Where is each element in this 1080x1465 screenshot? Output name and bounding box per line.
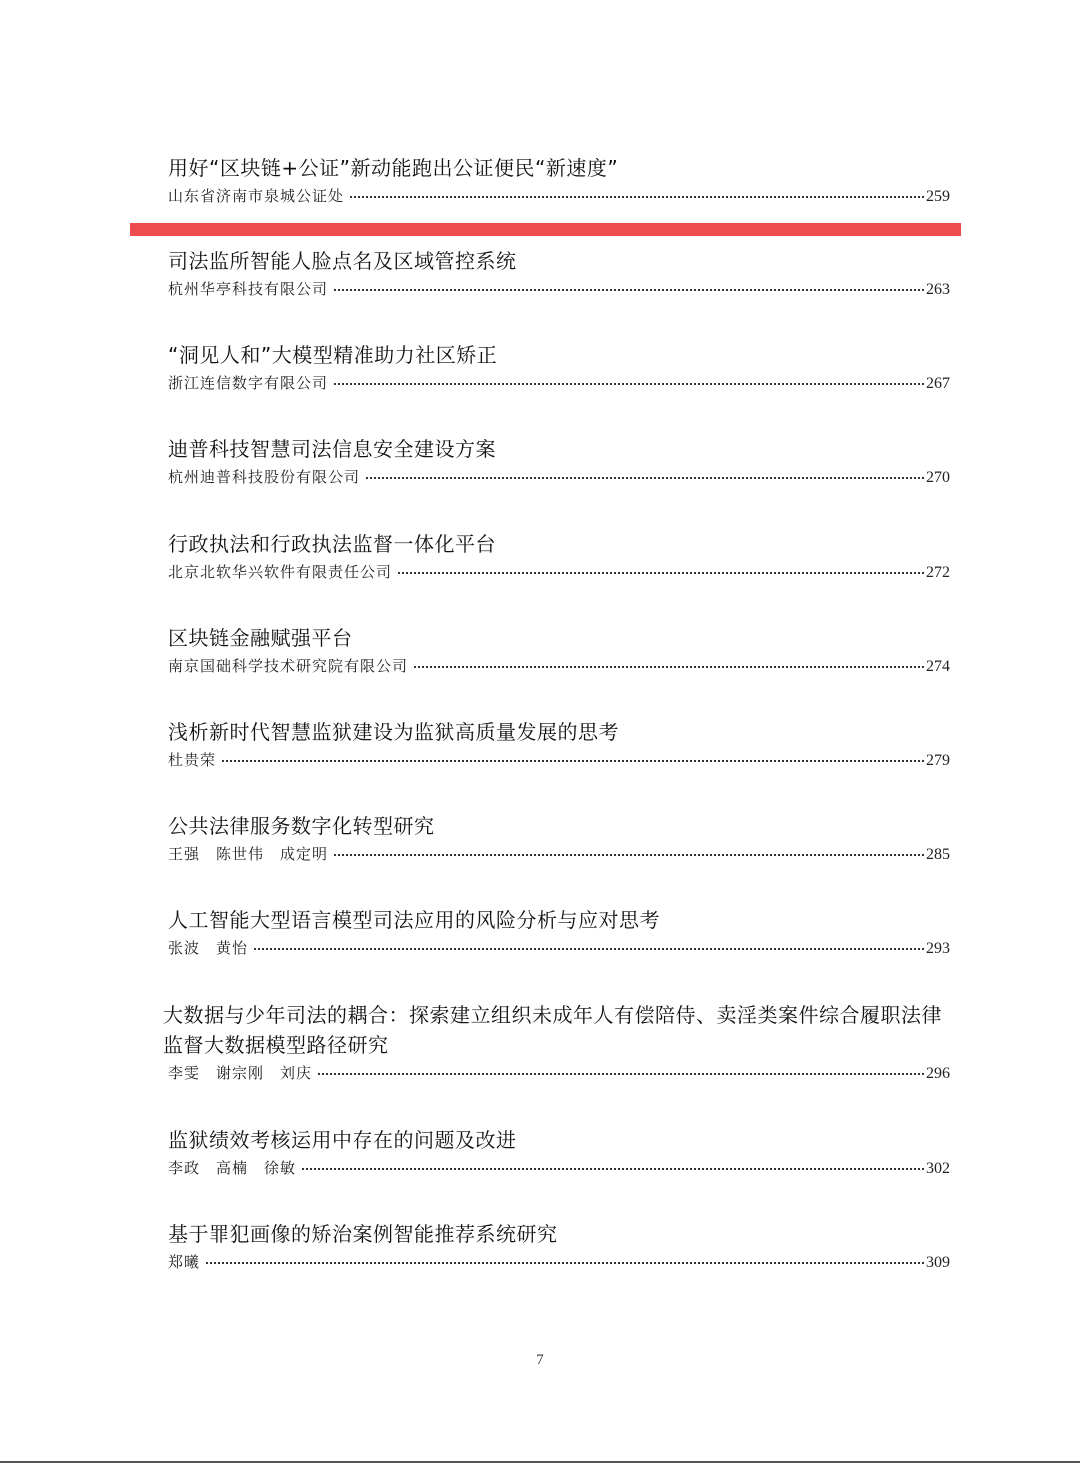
entry-title: 行政执法和行政执法监督一体化平台 bbox=[168, 532, 496, 556]
entry-author: 李政 高楠 徐敏 bbox=[168, 1159, 297, 1177]
leader-dots bbox=[222, 760, 924, 762]
leader-dots bbox=[414, 666, 924, 668]
entry-author-line bbox=[168, 749, 950, 775]
entry-author-line bbox=[168, 185, 950, 211]
entry-page-number: 274 bbox=[926, 658, 950, 675]
entry-author-line bbox=[168, 937, 950, 963]
entry-title: 监狱绩效考核运用中存在的问题及改进 bbox=[168, 1128, 517, 1152]
entry-title: “洞见人和”大模型精准助力社区矫正 bbox=[168, 343, 498, 367]
entry-author-line bbox=[168, 278, 950, 304]
entry-author: 山东省济南市泉城公证处 bbox=[168, 187, 345, 205]
entry-page-number: 296 bbox=[926, 1065, 950, 1082]
leader-dots bbox=[350, 196, 924, 198]
toc-entry bbox=[163, 1000, 950, 1088]
entry-author-line bbox=[168, 561, 950, 587]
toc-entry bbox=[168, 434, 950, 492]
entry-title: 迪普科技智慧司法信息安全建设方案 bbox=[168, 437, 496, 461]
entry-page-number: 267 bbox=[926, 375, 950, 392]
leader-dots bbox=[302, 1168, 924, 1170]
leader-dots bbox=[334, 854, 924, 856]
page-footer-number: 7 bbox=[536, 1352, 544, 1368]
toc-entry bbox=[168, 529, 950, 587]
entry-author-line bbox=[168, 843, 950, 869]
entry-page-number: 279 bbox=[926, 752, 950, 769]
toc-entry bbox=[168, 1125, 950, 1183]
entry-author-line bbox=[168, 466, 950, 492]
entry-author: 南京国础科学技术研究院有限公司 bbox=[168, 657, 409, 675]
entry-author-line bbox=[168, 655, 950, 681]
entry-title: 司法监所智能人脸点名及区域管控系统 bbox=[168, 249, 517, 273]
bottom-divider bbox=[0, 1461, 1080, 1463]
leader-dots bbox=[254, 948, 924, 950]
entry-page-number: 263 bbox=[926, 281, 950, 298]
entry-page-number: 272 bbox=[926, 564, 950, 581]
entry-page-number: 259 bbox=[926, 188, 950, 205]
entry-title: 基于罪犯画像的矫治案例智能推荐系统研究 bbox=[168, 1222, 558, 1246]
toc-entry bbox=[168, 623, 950, 681]
entry-author: 浙江连信数字有限公司 bbox=[168, 374, 329, 392]
entry-author: 北京北软华兴软件有限责任公司 bbox=[168, 563, 393, 581]
entry-author-line bbox=[163, 1062, 950, 1088]
entry-page-number: 285 bbox=[926, 846, 950, 863]
leader-dots bbox=[366, 477, 924, 479]
leader-dots bbox=[206, 1262, 924, 1264]
entry-author-line bbox=[168, 1251, 950, 1277]
entry-author: 杭州迪普科技股份有限公司 bbox=[168, 468, 361, 486]
toc-entry bbox=[168, 153, 950, 211]
toc-entry bbox=[168, 905, 950, 963]
entry-author: 杜贵荣 bbox=[168, 751, 217, 769]
entry-page-number: 309 bbox=[926, 1254, 950, 1271]
entry-title: 浅析新时代智慧监狱建设为监狱高质量发展的思考 bbox=[168, 720, 619, 744]
entry-author: 杭州华亭科技有限公司 bbox=[168, 280, 329, 298]
entry-title: 区块链金融赋强平台 bbox=[168, 626, 353, 650]
entry-page-number: 302 bbox=[926, 1160, 950, 1177]
toc-entry bbox=[168, 246, 950, 304]
toc-entry bbox=[168, 340, 950, 398]
entry-author: 郑曦 bbox=[168, 1253, 201, 1271]
entry-title: 用好“区块链+公证”新动能跑出公证便民“新速度” bbox=[168, 156, 619, 180]
entry-title: 大数据与少年司法的耦合：探索建立组织未成年人有偿陪侍、卖淫类案件综合履职法律监督大数据模型路径研究 bbox=[163, 1003, 942, 1057]
toc-entry bbox=[168, 717, 950, 775]
leader-dots bbox=[398, 572, 924, 574]
entry-author: 李雯 谢宗刚 刘庆 bbox=[168, 1064, 313, 1082]
highlight-bar bbox=[130, 223, 961, 236]
entry-author-line bbox=[168, 372, 950, 398]
entry-title: 公共法律服务数字化转型研究 bbox=[168, 814, 435, 838]
entry-page-number: 270 bbox=[926, 469, 950, 486]
toc-entry bbox=[168, 1219, 950, 1277]
leader-dots bbox=[318, 1073, 924, 1075]
entry-author: 张波 黄怡 bbox=[168, 939, 249, 957]
entry-author: 王强 陈世伟 成定明 bbox=[168, 845, 329, 863]
toc-entry bbox=[168, 811, 950, 869]
entry-page-number: 293 bbox=[926, 940, 950, 957]
entry-title: 人工智能大型语言模型司法应用的风险分析与应对思考 bbox=[168, 908, 660, 932]
entry-author-line bbox=[168, 1157, 950, 1183]
leader-dots bbox=[334, 289, 924, 291]
leader-dots bbox=[334, 383, 924, 385]
